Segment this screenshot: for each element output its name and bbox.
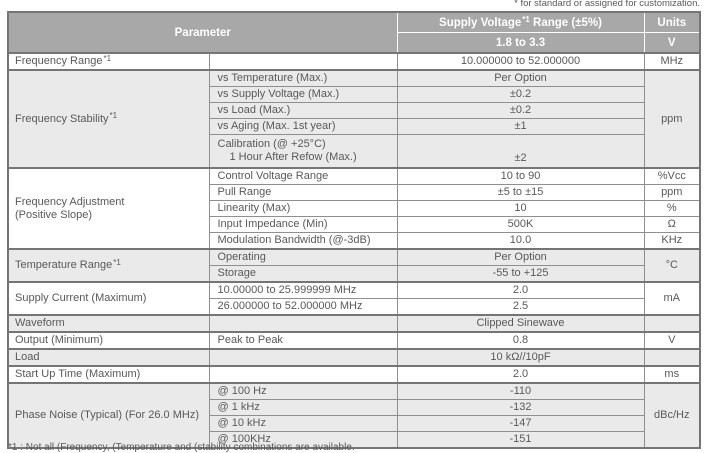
spec-table	[7, 11, 701, 449]
spec-row	[8, 249, 700, 266]
footnote-marker: *1	[113, 257, 121, 267]
footnote-marker: *1	[103, 53, 112, 63]
param-cell-supply-current: Supply Current (Maximum)	[8, 282, 209, 315]
param-cell-output: Output (Minimum)	[8, 332, 209, 349]
value-cell: 10	[397, 201, 644, 217]
units-header-value: V	[644, 33, 700, 54]
spec-row	[8, 315, 700, 332]
spec-row	[8, 70, 700, 87]
column-header-units: Units	[644, 12, 700, 33]
unit-cell: MHz	[644, 53, 700, 70]
param-label-line2: (Positive Slope)	[15, 208, 93, 221]
subparam-cell	[209, 349, 397, 366]
value-cell: -151	[397, 432, 644, 449]
subparam-cell: vs Supply Voltage (Max.)	[209, 87, 397, 103]
value-cell: -132	[397, 400, 644, 416]
value-cell: 2.0	[397, 366, 644, 383]
value-cell: 10.0	[397, 233, 644, 250]
availability-footnote: *1 : Not all (Frequency, (Temperature and (stability combinations are available.	[8, 442, 355, 453]
value-cell: 10 kΩ//10pF	[397, 349, 644, 366]
unit-cell: %Vcc	[644, 168, 700, 185]
param-label: Frequency Adjustment	[15, 195, 125, 208]
param-cell-frequency-range	[8, 53, 209, 70]
spec-row	[8, 383, 700, 400]
column-header-supply-voltage	[397, 12, 644, 33]
unit-cell: Ω	[644, 217, 700, 233]
value-cell: Per Option	[397, 249, 644, 266]
unit-cell	[644, 349, 700, 366]
subparam-cell: Input Impedance (Min)	[209, 217, 397, 233]
spec-row	[8, 349, 700, 366]
value-cell: ±5 to ±15	[397, 185, 644, 201]
subparam-cell: Storage	[209, 266, 397, 283]
spec-table-body	[8, 53, 700, 448]
subparam-cell: vs Load (Max.)	[209, 103, 397, 119]
value-cell: -147	[397, 416, 644, 432]
subparam-cell: vs Temperature (Max.)	[209, 70, 397, 87]
subparam-cell: Modulation Bandwidth (@-3dB)	[209, 233, 397, 250]
subparam-cell: Linearity (Max)	[209, 201, 397, 217]
subparam-cell	[209, 53, 397, 70]
unit-cell: ppm	[644, 70, 700, 168]
param-cell-start-up-time: Start Up Time (Maximum)	[8, 366, 209, 383]
value-cell: ±0.2	[397, 103, 644, 119]
param-cell-waveform: Waveform	[8, 315, 209, 332]
spec-row	[8, 53, 700, 70]
subparam-cell: 10.00000 to 25.999999 MHz	[209, 282, 397, 299]
subparam-cell: 26.000000 to 52.000000 MHz	[209, 299, 397, 316]
value-cell: 2.0	[397, 282, 644, 299]
param-cell-temperature-range	[8, 249, 209, 282]
unit-cell: dBc/Hz	[644, 383, 700, 448]
subparam-cell	[209, 315, 397, 332]
calibration-line2: 1 Hour After Refow (Max.)	[229, 151, 357, 163]
value-cell: ±0.2	[397, 87, 644, 103]
column-header-parameter: Parameter	[8, 12, 397, 53]
spec-row	[8, 282, 700, 299]
supply-range-label: Range (±5%)	[529, 16, 602, 29]
subparam-cell: Control Voltage Range	[209, 168, 397, 185]
value-cell: Clipped Sinewave	[397, 315, 644, 332]
unit-cell: KHz	[644, 233, 700, 250]
unit-cell: V	[644, 332, 700, 349]
unit-cell: °C	[644, 249, 700, 282]
param-cell-frequency-stability	[8, 70, 209, 168]
spec-row	[8, 332, 700, 349]
param-cell-frequency-adjustment	[8, 168, 209, 249]
value-cell: Per Option	[397, 70, 644, 87]
subparam-cell: Pull Range	[209, 185, 397, 201]
subparam-cell: Peak to Peak	[209, 332, 397, 349]
value-cell: 10.000000 to 52.000000	[397, 53, 644, 70]
unit-cell: mA	[644, 282, 700, 315]
unit-cell	[644, 315, 700, 332]
unit-cell: %	[644, 201, 700, 217]
footnote-marker: *1	[109, 111, 118, 120]
calibration-line1: Calibration (@ +25°C)	[217, 138, 326, 150]
spec-row	[8, 366, 700, 383]
spec-row	[8, 168, 700, 185]
subparam-cell	[209, 366, 397, 383]
supply-voltage-footnote-marker: *1	[522, 15, 530, 24]
subparam-cell: @ 1 kHz	[209, 400, 397, 416]
param-label: Frequency Stability	[15, 112, 109, 125]
param-label: Frequency Range	[15, 55, 103, 67]
value-cell: 0.8	[397, 332, 644, 349]
customization-footnote: * for standard or assigned for customization.	[514, 0, 700, 9]
param-cell-phase-noise: Phase Noise (Typical) (For 26.0 MHz)	[8, 383, 209, 448]
value-cell: ±2	[397, 135, 644, 169]
value-cell: -55 to +125	[397, 266, 644, 283]
value-cell: 2.5	[397, 299, 644, 316]
supply-voltage-range-value: 1.8 to 3.3	[397, 33, 644, 54]
supply-voltage-label: Supply Voltage	[439, 16, 522, 29]
subparam-cell: Operating	[209, 249, 397, 266]
param-label: Temperature Range	[15, 259, 113, 271]
subparam-cell: vs Aging (Max. 1st year)	[209, 119, 397, 135]
param-cell-load: Load	[8, 349, 209, 366]
unit-cell: ms	[644, 366, 700, 383]
value-cell: 500K	[397, 217, 644, 233]
subparam-cell: @ 100KHz	[209, 432, 397, 449]
subparam-cell: @ 100 Hz	[209, 383, 397, 400]
subparam-cell-calibration	[209, 135, 397, 169]
spec-table-header	[8, 12, 700, 53]
subparam-cell: @ 10 kHz	[209, 416, 397, 432]
value-cell: 10 to 90	[397, 168, 644, 185]
header-row-1	[8, 12, 700, 33]
value-cell: -110	[397, 383, 644, 400]
value-cell: ±1	[397, 119, 644, 135]
unit-cell: ppm	[644, 185, 700, 201]
